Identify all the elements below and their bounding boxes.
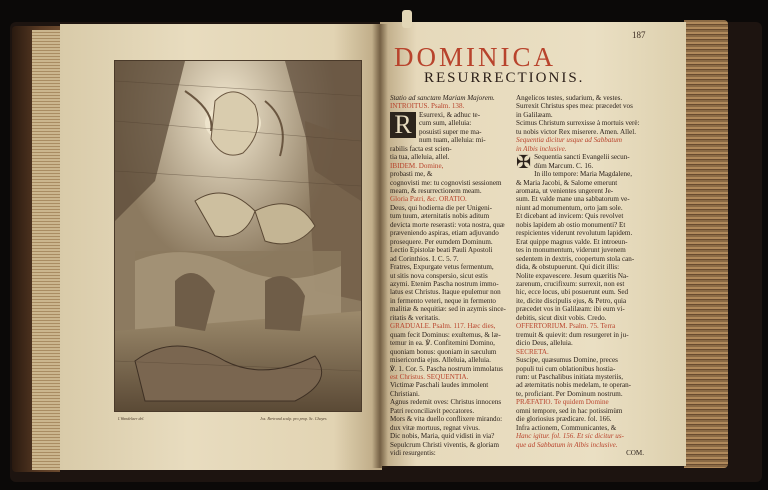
text-line: malitiæ & nequitiæ: sed in azymis since- [390,305,506,314]
right-page [380,22,686,466]
text-line: dicio Deus, alleluia. [516,339,573,348]
page-title: DOMINICA [394,42,556,72]
text-line: est Christus. SEQUENTIA. [390,372,469,381]
text-line: temur in ea. ℣. Confitemini Domino, [390,339,495,348]
text-line: meam, & resurrectionem meam. [390,186,482,195]
text-line: die gloriosius prædicare. fol. 166. [516,415,612,424]
book-gutter [372,24,388,468]
text-line: Angelicos testes, sudarium, & vestes. [516,94,623,102]
text-line: Mors & vita duello conflixere mirando: [390,415,503,424]
text-line: In illo tempore: Maria Magdalene, [534,170,632,179]
text-line: omni tempore, sed in hac potissimùm [516,406,623,415]
text-line: Infra actionem, Communicantes, & [516,423,617,432]
text-line: tum tuum, æternitatis nobis aditum [390,212,490,221]
text-line: ad æternitatis nobis medelam, te operan- [516,381,632,390]
text-line: Victimæ Paschali laudes immolent [390,381,489,390]
text-line: ℣. 1. Cor. 5. Pascha nostrum immolatus [390,364,503,373]
drop-cap-r: R [390,112,416,138]
engraving-caption-right: Jos. Bertrand sculp. pro prop. Sc. Chayes [260,416,327,421]
text-line: in Galilæam. [516,110,553,119]
text-line: Gloria Patri, &c. ORATIO. [390,195,467,204]
cross-icon: ✠ [516,152,532,173]
text-line: posuisti super me ma- [419,127,482,136]
text-line: Fratres, Expurgate vetus fermentum, [390,263,494,272]
text-line: ritatis & veritatis. [390,313,440,322]
text-line: cum sum, alleluia: [419,119,472,128]
text-line: in Albis inclusive. [516,144,567,153]
text-line: Dic nobis, Maria, quid vidisti in via? [390,432,495,441]
text-line: in fermento veteri, neque in fermento [390,296,496,305]
text-line: Hanc igitur. fol. 156. Et sic dicitur us- [516,432,624,441]
text-line: Deus, qui hodierna die per Unigeni- [390,203,493,212]
text-line: quam fecit Dominus: exultemus, & læ- [390,330,501,339]
text-line: Patri reconciliavit peccatores. [390,406,475,415]
text-line: PRÆFATIO. Te quidem Domine [516,398,609,407]
page-subtitle: RESURRECTIONIS. [424,70,585,86]
left-page [60,24,382,470]
text-line: sum. Et valde mane una sabbatorum ve- [516,195,630,204]
text-line: OFFERTORIUM. Psalm. 75. Terra [516,322,616,331]
text-line: Et dicebant ad invicem: Quis revolvet [516,212,624,221]
text-line: probasti me, & [390,170,433,179]
text-line: COM. [626,449,644,458]
text-line: rabilis facta est scien- [390,144,452,153]
text-line: Lectio Epistolæ beati Pauli Apostoli [390,246,493,255]
text-line: niunt ad monumentum, orto jam sole. [516,203,623,212]
text-line: rum: ut Paschalibus initiata mysteriis, [516,372,623,381]
text-line: ad Corinthios. I. C. 5. 7. [390,254,459,263]
text-line: vidi resurgentis: [390,449,436,458]
text-line: populi tui cum oblationibus hostia- [516,364,616,373]
text-line: tes in monumentum, viderunt juvenem [516,246,626,255]
text-line: Scimus Christum surrexisse à mortuis verè: [516,119,640,128]
text-line: zarenum, crucifixum: surrexit, non est [516,279,625,288]
bookmark-ribbon [402,10,412,28]
text-line: Erat quippe magnus valde. Et introeun- [516,237,628,246]
text-column-left [390,94,508,457]
text-line: Sepulcrum Christi viventis, & gloriam [390,440,499,449]
text-line: præveniendo aspiras, etiam adjuvando [390,229,499,238]
text-line: ut sitis nova conspersio, sicut estis [390,271,488,280]
text-line: ite, dicite discipulis ejus, & Petro, quia [516,296,627,305]
engraving-plate [114,60,362,412]
text-line: GRADUALE. Psalm. 117. Hæc dies, [390,322,496,331]
text-line: debitis, sicut dixit vobis. Credo. [516,313,607,322]
text-line: Esurrexi, & adhuc te- [419,110,481,119]
text-line: Nolite expavescere. Jesum quæritis Na- [516,271,629,280]
text-line: Statio ad sanctam Mariam Majorem. [390,94,495,102]
text-line: dùm Marcum. C. 16. [534,161,594,170]
text-line: tu nobis victor Rex miserere. Amen. Allel. [516,127,636,136]
text-line: num tuam, alleluia: mi- [419,136,486,145]
text-line: Sequentia sancti Evangelii secun- [534,153,630,162]
text-line: cognovisti me: tu cognovisti sessionem [390,178,502,187]
engraving-caption-left: I.Wandelaer del. [118,416,145,421]
text-line: devicta morte reserasti: vota nostra, quæ [390,220,505,229]
text-line: nobis lapidem ab ostio monumenti? Et [516,220,626,229]
text-line: Sequentia dicitur usque ad Sabbatum [516,136,623,145]
text-line: præcedet vos in Galilæam: ibi eum vi- [516,305,625,314]
resurrection-engraving-image [115,61,361,411]
text-line: aromata, ut venientes ungerent Je- [516,186,614,195]
text-line: dux vitæ mortuus, regnat vivus. [390,423,480,432]
page-edges-right [684,20,728,468]
text-line: prosequere. Per eumdem Dominum. [390,237,493,246]
text-line: Christiani. [390,389,420,398]
text-line: quoniam bonus: quoniam in sæculum [390,347,497,356]
text-line: respicientes viderunt revolutum lapidem. [516,229,633,238]
text-line: IBIDEM. Domine, [390,161,444,170]
text-line: azymi. Etenim Pascha nostrum immo- [390,279,499,288]
text-line: Agnus redemit oves: Christus innocens [390,398,502,407]
text-line: & Maria Jacobi, & Salome emerunt [516,178,618,187]
text-line: INTROITUS. Psalm. 138. [390,102,465,111]
text-line: que ad Sabbatum in Albis inclusive. [516,440,618,449]
text-line: sedentem in dextris, coopertum stola can- [516,254,635,263]
text-line: latus est Christus. Itaque epulemur non [390,288,501,297]
text-column-right [516,94,644,457]
text-line: misericordia ejus. Alleluia, alleluia. [390,356,491,365]
text-line: tia tua, alleluia, allel. [390,153,450,162]
text-line: SECRETA. [516,347,549,356]
text-line: te, proficiant. Per Dominum nostrum. [516,389,623,398]
text-line: dida, & obstupuerunt. Qui dicit illis: [516,263,620,272]
text-line: hic, ecce locus, ubi posuerunt eum. Sed [516,288,629,297]
text-line: tremuit & quievit: dum resurgeret in ju- [516,330,629,339]
page-number: 187 [632,30,646,40]
text-line: Suscipe, quæsumus Domine, preces [516,356,618,365]
text-line: Surrexit Christus spes mea: præcedet vos [516,102,633,111]
